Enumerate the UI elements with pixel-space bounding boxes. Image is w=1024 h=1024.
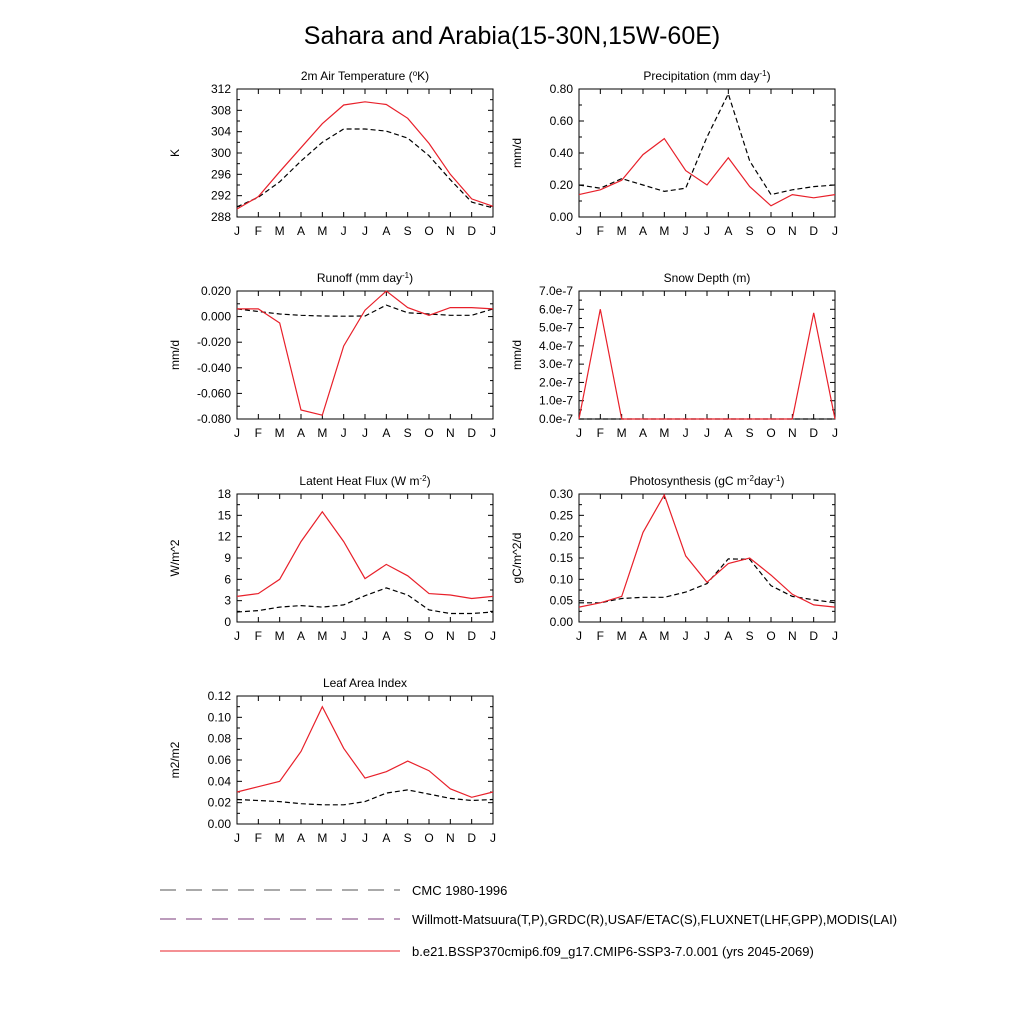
y-tick-label: 292 bbox=[210, 188, 231, 203]
panel-leaf-area-index bbox=[168, 676, 496, 845]
x-tick-label: J bbox=[704, 224, 710, 238]
x-tick-label: J bbox=[362, 426, 368, 440]
x-tick-label: A bbox=[296, 629, 306, 643]
panel-snow-depth-m bbox=[510, 271, 838, 440]
x-tick-label: J bbox=[576, 426, 582, 440]
x-tick-label: J bbox=[832, 224, 838, 238]
y-axis-label: K bbox=[168, 148, 182, 158]
y-tick-label: 0.12 bbox=[207, 689, 231, 703]
x-tick-label: F bbox=[254, 426, 263, 440]
figure-title: Sahara and Arabia(15-30N,15W-60E) bbox=[303, 22, 721, 50]
y-tick-label: 304 bbox=[210, 124, 231, 139]
y-tick-label: 12 bbox=[217, 529, 231, 544]
x-tick-label: J bbox=[362, 224, 368, 238]
x-tick-label: J bbox=[234, 426, 240, 440]
y-tick-label: 0.02 bbox=[207, 795, 231, 810]
y-tick-label: 0.04 bbox=[207, 774, 231, 789]
y-tick-label: 0.10 bbox=[207, 710, 231, 725]
x-tick-label: O bbox=[424, 426, 434, 440]
panel-title: Snow Depth (m) bbox=[663, 271, 751, 285]
panel-runoff-mm-day-1 bbox=[168, 271, 496, 441]
y-tick-label: 0.40 bbox=[549, 146, 573, 160]
x-tick-label: A bbox=[382, 426, 391, 440]
y-tick-label: 0.00 bbox=[207, 817, 231, 831]
y-tick-label: 6.0e-7 bbox=[538, 302, 573, 317]
y-tick-label: 0.15 bbox=[549, 551, 573, 565]
x-tick-label: O bbox=[766, 629, 776, 643]
x-tick-label: O bbox=[424, 224, 434, 238]
x-tick-label: A bbox=[638, 629, 648, 643]
x-tick-label: S bbox=[403, 831, 412, 845]
series-line-dashed bbox=[237, 588, 493, 614]
y-tick-label: -0.060 bbox=[196, 386, 231, 401]
y-tick-label: 1.0e-7 bbox=[538, 393, 573, 408]
y-axis-label: W/m^2 bbox=[168, 539, 182, 577]
x-tick-label: A bbox=[724, 224, 733, 238]
y-tick-label: 15 bbox=[217, 508, 231, 523]
x-tick-label: J bbox=[682, 426, 689, 440]
x-tick-label: O bbox=[424, 629, 434, 643]
x-tick-label: M bbox=[616, 224, 627, 238]
x-tick-label: O bbox=[424, 831, 434, 845]
y-tick-label: -0.040 bbox=[196, 360, 231, 375]
x-tick-label: J bbox=[340, 426, 347, 440]
x-tick-label: D bbox=[467, 426, 477, 440]
legend bbox=[160, 883, 897, 959]
panel-title: Leaf Area Index bbox=[322, 676, 408, 690]
series-line-solid bbox=[579, 139, 835, 206]
x-tick-label: M bbox=[317, 224, 328, 238]
y-tick-label: -0.080 bbox=[196, 412, 231, 426]
x-tick-label: D bbox=[467, 629, 477, 643]
y-axis-label: mm/d bbox=[510, 138, 524, 168]
y-tick-label: 308 bbox=[210, 103, 231, 118]
legend-item bbox=[160, 883, 507, 898]
series-line-dashed bbox=[579, 94, 835, 195]
x-tick-label: J bbox=[704, 426, 710, 440]
panel-title: Runoff (mm day$^{-1}$) bbox=[316, 270, 414, 285]
x-tick-label: A bbox=[382, 831, 391, 845]
y-tick-label: 5.0e-7 bbox=[538, 320, 573, 335]
x-tick-label: M bbox=[274, 831, 285, 845]
x-tick-label: M bbox=[659, 224, 670, 238]
x-tick-label: F bbox=[254, 629, 263, 643]
series-line-solid bbox=[579, 309, 835, 419]
x-tick-label: J bbox=[576, 629, 582, 643]
x-tick-label: A bbox=[382, 629, 391, 643]
series-line-dashed bbox=[237, 790, 493, 805]
legend-label: Willmott-Matsuura(T,P),GRDC(R),USAF/ETAC(S),FLUXNET(LHF,GPP),MODIS(LAI) bbox=[412, 912, 898, 927]
y-axis-label: mm/d bbox=[168, 340, 182, 370]
y-tick-label: 0.05 bbox=[549, 593, 573, 608]
y-axis-label: m2/m2 bbox=[168, 741, 182, 779]
x-tick-label: N bbox=[787, 224, 797, 238]
y-tick-label: 0.0e-7 bbox=[538, 412, 573, 426]
x-tick-label: J bbox=[234, 224, 240, 238]
x-tick-label: J bbox=[340, 629, 347, 643]
series-line-solid bbox=[237, 512, 493, 599]
x-tick-label: M bbox=[274, 426, 285, 440]
x-tick-label: M bbox=[274, 224, 285, 238]
y-tick-label: -0.020 bbox=[196, 335, 231, 350]
x-tick-label: J bbox=[234, 831, 240, 845]
x-tick-label: J bbox=[490, 629, 496, 643]
x-tick-label: J bbox=[340, 831, 347, 845]
y-tick-label: 0.020 bbox=[200, 284, 231, 298]
series-line-solid bbox=[237, 102, 493, 209]
y-tick-label: 0.20 bbox=[549, 178, 573, 192]
x-tick-label: J bbox=[832, 629, 838, 643]
x-tick-label: M bbox=[274, 629, 285, 643]
x-tick-label: N bbox=[445, 426, 455, 440]
x-tick-label: M bbox=[616, 629, 627, 643]
y-tick-label: 0.20 bbox=[549, 529, 573, 544]
series-line-dashed bbox=[237, 129, 493, 208]
x-tick-label: J bbox=[340, 224, 347, 238]
x-tick-label: A bbox=[638, 224, 648, 238]
x-tick-label: J bbox=[490, 426, 496, 440]
legend-label: CMC 1980-1996 bbox=[412, 883, 508, 898]
y-tick-label: 296 bbox=[210, 167, 231, 182]
y-tick-label: 288 bbox=[210, 210, 231, 224]
y-axis-label: gC/m^2/d bbox=[510, 532, 524, 584]
y-axis-label: mm/d bbox=[510, 340, 524, 370]
x-tick-label: J bbox=[490, 831, 496, 845]
x-tick-label: D bbox=[809, 426, 819, 440]
y-tick-label: 0.25 bbox=[549, 508, 573, 523]
y-tick-label: 18 bbox=[217, 487, 231, 501]
panel-precipitation-mm-day-1 bbox=[510, 69, 838, 239]
plot-frame bbox=[237, 696, 493, 824]
x-tick-label: A bbox=[724, 426, 733, 440]
y-tick-label: 2.0e-7 bbox=[538, 375, 573, 390]
y-tick-label: 0 bbox=[224, 615, 231, 629]
panel-title: Precipitation (mm day$^{-1}$) bbox=[643, 68, 771, 83]
x-tick-label: J bbox=[704, 629, 710, 643]
x-tick-label: O bbox=[766, 426, 776, 440]
x-tick-label: S bbox=[745, 426, 754, 440]
plot-frame bbox=[579, 494, 835, 622]
x-tick-label: M bbox=[616, 426, 627, 440]
x-tick-label: S bbox=[745, 224, 754, 238]
plot-frame bbox=[237, 89, 493, 217]
x-tick-label: N bbox=[445, 224, 455, 238]
y-tick-label: 0.10 bbox=[549, 572, 573, 587]
panel-latent-heat-flux-w-m-2 bbox=[168, 474, 496, 644]
x-tick-label: N bbox=[787, 629, 797, 643]
y-tick-label: 9 bbox=[224, 551, 231, 565]
legend-item bbox=[160, 912, 897, 927]
panels-group bbox=[168, 69, 838, 846]
y-tick-label: 6 bbox=[224, 572, 231, 587]
x-tick-label: A bbox=[296, 831, 306, 845]
x-tick-label: N bbox=[787, 426, 797, 440]
x-tick-label: F bbox=[596, 629, 605, 643]
y-tick-label: 300 bbox=[210, 146, 231, 160]
x-tick-label: J bbox=[682, 629, 689, 643]
x-tick-label: F bbox=[254, 224, 263, 238]
x-tick-label: J bbox=[362, 831, 368, 845]
y-tick-label: 0.00 bbox=[549, 615, 573, 629]
x-tick-label: A bbox=[296, 224, 306, 238]
y-tick-label: 0.08 bbox=[207, 731, 231, 746]
series-line-solid bbox=[579, 495, 835, 607]
panel-title: 2m Air Temperature ($^o$K) bbox=[300, 68, 430, 83]
x-tick-label: M bbox=[659, 426, 670, 440]
y-tick-label: 0.30 bbox=[549, 487, 573, 501]
x-tick-label: S bbox=[403, 426, 412, 440]
x-tick-label: O bbox=[766, 224, 776, 238]
y-tick-label: 7.0e-7 bbox=[538, 284, 573, 298]
panel-photosynthesis-gc-m-2day-1 bbox=[510, 474, 838, 644]
x-tick-label: A bbox=[724, 629, 733, 643]
y-tick-label: 4.0e-7 bbox=[538, 338, 573, 353]
series-line-solid bbox=[237, 291, 493, 415]
x-tick-label: J bbox=[362, 629, 368, 643]
x-tick-label: D bbox=[809, 629, 819, 643]
x-tick-label: F bbox=[596, 224, 605, 238]
x-tick-label: M bbox=[317, 426, 328, 440]
y-tick-label: 0.60 bbox=[549, 114, 573, 128]
x-tick-label: S bbox=[403, 224, 412, 238]
series-line-solid bbox=[237, 707, 493, 798]
x-tick-label: F bbox=[254, 831, 263, 845]
x-tick-label: A bbox=[296, 426, 306, 440]
x-tick-label: A bbox=[638, 426, 648, 440]
legend-label: b.e21.BSSP370cmip6.f09_g17.CMIP6-SSP3-7.0.001 (yrs 2045-2069) bbox=[412, 944, 814, 959]
x-tick-label: N bbox=[445, 831, 455, 845]
x-tick-label: S bbox=[403, 629, 412, 643]
x-tick-label: M bbox=[659, 629, 670, 643]
y-tick-label: 0.06 bbox=[207, 753, 231, 767]
x-tick-label: D bbox=[467, 224, 477, 238]
panel-2m-air-temperature-k bbox=[168, 69, 496, 239]
x-tick-label: D bbox=[467, 831, 477, 845]
plot-frame bbox=[579, 89, 835, 217]
y-tick-label: 0.80 bbox=[549, 82, 573, 96]
panel-title: Photosynthesis (gC $m^{-2}day^{-1}$) bbox=[629, 473, 785, 488]
x-tick-label: S bbox=[745, 629, 754, 643]
x-tick-label: N bbox=[445, 629, 455, 643]
x-tick-label: A bbox=[382, 224, 391, 238]
x-tick-label: J bbox=[832, 426, 838, 440]
x-tick-label: J bbox=[576, 224, 582, 238]
legend-item bbox=[160, 944, 814, 959]
x-tick-label: J bbox=[682, 224, 689, 238]
x-tick-label: M bbox=[317, 831, 328, 845]
x-tick-label: J bbox=[490, 224, 496, 238]
panel-title: Latent Heat Flux (W $m^{-2}$) bbox=[299, 473, 431, 488]
x-tick-label: F bbox=[596, 426, 605, 440]
plot-frame bbox=[237, 494, 493, 622]
y-tick-label: 0.000 bbox=[200, 309, 231, 324]
y-tick-label: 3.0e-7 bbox=[538, 357, 573, 372]
x-tick-label: M bbox=[317, 629, 328, 643]
y-tick-label: 312 bbox=[210, 82, 231, 96]
y-tick-label: 0.00 bbox=[549, 210, 573, 224]
y-tick-label: 3 bbox=[224, 593, 231, 608]
x-tick-label: J bbox=[234, 629, 240, 643]
x-tick-label: D bbox=[809, 224, 819, 238]
